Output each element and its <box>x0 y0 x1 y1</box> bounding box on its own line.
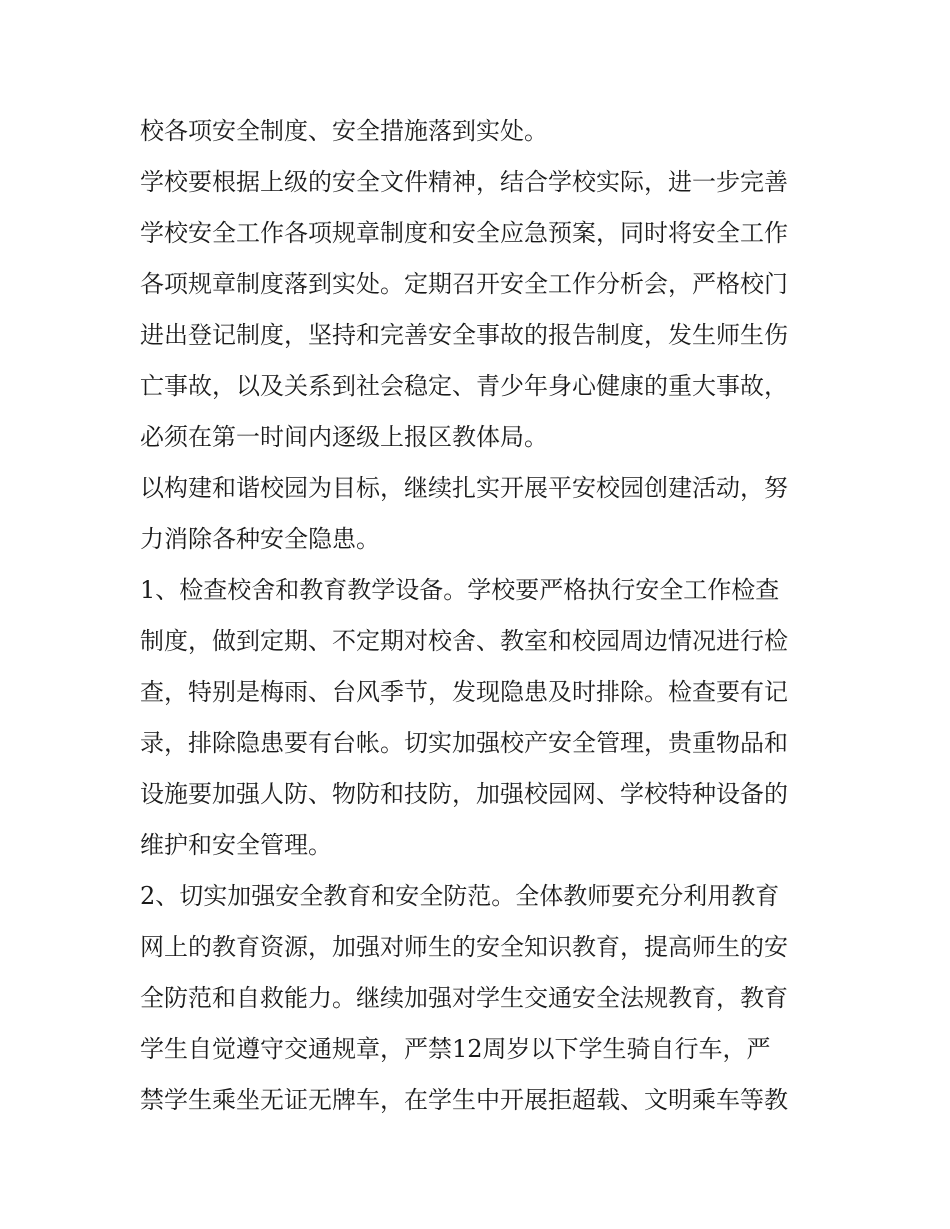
text-line: 亡事故，以及关系到社会稳定、青少年身心健康的重大事故， <box>140 372 788 400</box>
text-line: 学校安全工作各项规章制度和安全应急预案，同时将安全工作 <box>140 219 788 247</box>
text-line: 校各项安全制度、安全措施落到实处。 <box>140 117 548 145</box>
text-line: 各项规章制度落到实处。定期召开安全工作分析会，严格校门 <box>140 270 788 298</box>
text-line: 学校要根据上级的安全文件精神，结合学校实际，进一步完善 <box>140 168 788 196</box>
text-line: 进出登记制度，坚持和完善安全事故的报告制度，发生师生伤 <box>140 321 788 349</box>
text-line: 学生自觉遵守交通规章，严禁12周岁以下学生骑自行车，严 <box>140 1035 771 1063</box>
text-line: 维护和安全管理。 <box>140 831 332 859</box>
text-line: 录，排除隐患要有台帐。切实加强校产安全管理，贵重物品和 <box>140 729 788 757</box>
text-line: 查，特别是梅雨、台风季节，发现隐患及时排除。检查要有记 <box>140 678 788 706</box>
text-line: 2、切实加强安全教育和安全防范。全体教师要充分利用教育 <box>140 882 780 910</box>
document-body <box>140 106 820 1126</box>
text-line: 网上的教育资源，加强对师生的安全知识教育，提高师生的安 <box>140 933 788 961</box>
text-line: 制度，做到定期、不定期对校舍、教室和校园周边情况进行检 <box>140 627 788 655</box>
text-line: 力消除各种安全隐患。 <box>140 525 380 553</box>
text-line: 必须在第一时间内逐级上报区教体局。 <box>140 423 548 451</box>
text-line: 全防范和自救能力。继续加强对学生交通安全法规教育，教育 <box>140 984 788 1012</box>
text-line: 设施要加强人防、物防和技防，加强校园网、学校特种设备的 <box>140 780 788 808</box>
text-line: 1、检查校舍和教育教学设备。学校要严格执行安全工作检查 <box>140 576 780 604</box>
text-line: 以构建和谐校园为目标，继续扎实开展平安校园创建活动，努 <box>140 474 788 502</box>
text-line: 禁学生乘坐无证无牌车，在学生中开展拒超载、文明乘车等教 <box>140 1086 788 1114</box>
